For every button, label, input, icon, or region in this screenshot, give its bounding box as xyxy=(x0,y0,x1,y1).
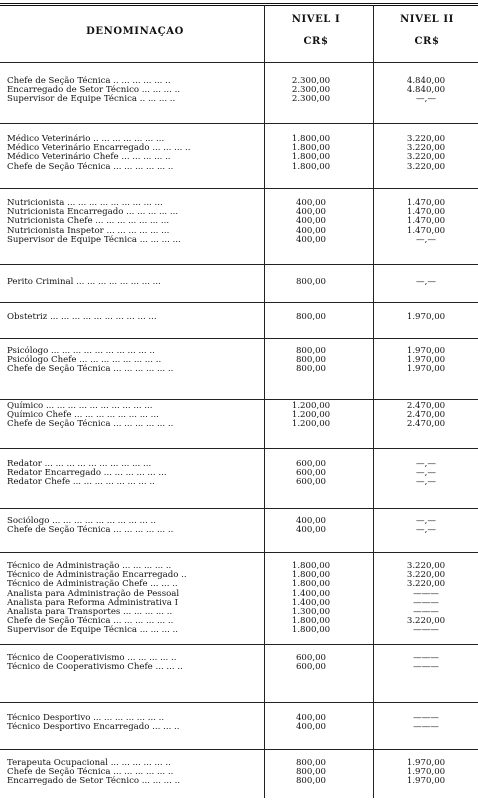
row-nivel-1-value: 600,00 xyxy=(295,653,327,663)
row-nivel-1-value: 800,00 xyxy=(295,776,327,787)
row-denominacao: Nutricionista Encarregado ... ... ... ... ... xyxy=(7,207,179,218)
row-nivel-2-value: ——— xyxy=(413,662,439,673)
row-nivel-1-value: 400,00 xyxy=(295,234,327,245)
header-nivel-2: NIVEL II xyxy=(400,14,454,25)
row-nivel-1-value: 400,00 xyxy=(295,225,327,236)
row-denominacao: Técnico Desportivo Encarregado ... ... .. xyxy=(7,722,180,733)
row-denominacao: Nutricionista Chefe ... ... ... ... ... ... ... xyxy=(7,216,170,227)
row-nivel-2-value: 2.470,00 xyxy=(406,401,446,411)
row-denominacao: Encarregado de Setor Técnico ... ... ... .. xyxy=(7,776,181,787)
row-denominacao: Supervisor de Equipe Técnica ... ... ... ... xyxy=(7,234,181,245)
row-nivel-2-value: 1.970,00 xyxy=(406,758,446,768)
row-nivel-2-value: ——— xyxy=(413,653,439,663)
row-nivel-2-value: ——— xyxy=(413,713,439,723)
row-nivel-2-value: 3.220,00 xyxy=(406,570,446,581)
row-nivel-1-value: 1.800,00 xyxy=(291,134,331,144)
row-nivel-2-value: 3.220,00 xyxy=(406,561,446,571)
row-nivel-2-value: ——— xyxy=(413,597,439,608)
row-nivel-2-value: 1.970,00 xyxy=(406,364,446,375)
row-nivel-2-value: 3.220,00 xyxy=(406,616,446,627)
group-separator xyxy=(0,338,478,339)
row-nivel-2-value: 1.470,00 xyxy=(406,198,446,208)
group-separator xyxy=(0,749,478,750)
row-nivel-2-value: 4.840,00 xyxy=(406,76,446,86)
row-nivel-2-value: 1.970,00 xyxy=(406,312,446,322)
row-denominacao: Técnico de Cooperativismo Chefe ... ... .. xyxy=(7,662,183,673)
row-nivel-1-value: 1.200,00 xyxy=(291,401,331,411)
row-nivel-1-value: 800,00 xyxy=(295,758,327,768)
row-nivel-2-value: 1.970,00 xyxy=(406,776,446,787)
row-nivel-1-value: 600,00 xyxy=(295,477,327,488)
row-denominacao: Médico Veterinário Chefe ... ... ... ... .. xyxy=(7,152,171,163)
row-nivel-1-value: 1.200,00 xyxy=(291,419,331,430)
row-nivel-2-value: —,— xyxy=(416,477,436,488)
row-nivel-1-value: 800,00 xyxy=(295,364,327,375)
group-separator xyxy=(0,552,478,553)
header-currency-2: CR$ xyxy=(414,36,440,47)
row-denominacao: Obstetriz ... ... ... ... ... ... ... ... ... ... xyxy=(7,312,157,322)
top-rule xyxy=(0,3,478,6)
row-nivel-2-value: 1.470,00 xyxy=(406,216,446,227)
row-denominacao: Técnico de Administração ... ... ... ... .. xyxy=(7,561,172,571)
row-nivel-1-value: 400,00 xyxy=(295,525,327,536)
row-denominacao: Terapeuta Ocupacional ... ... ... ... ... .. xyxy=(7,758,171,768)
row-nivel-2-value: 3.220,00 xyxy=(406,152,446,163)
row-nivel-2-value: ——— xyxy=(413,588,439,599)
row-nivel-1-value: 800,00 xyxy=(295,277,327,287)
row-denominacao: Psicólogo ... ... ... ... ... ... ... ... ... .. xyxy=(7,346,155,356)
row-denominacao: Encarregado de Setor Técnico ... ... ... .. xyxy=(7,85,181,96)
row-denominacao: Analista para Administração de Pessoal xyxy=(7,588,180,599)
row-denominacao: Médico Veterinário .. ... ... ... ... ... ... xyxy=(7,134,165,144)
row-denominacao: Redator Chefe ... ... ... ... ... ... ... .. xyxy=(7,477,155,488)
row-nivel-1-value: 2.300,00 xyxy=(291,94,331,105)
group-separator xyxy=(0,62,478,63)
row-nivel-1-value: 400,00 xyxy=(295,216,327,227)
row-nivel-1-value: 1.800,00 xyxy=(291,161,331,172)
header-nivel-1: NIVEL I xyxy=(291,14,341,25)
row-denominacao: Técnico de Cooperativismo ... ... ... ... .. xyxy=(7,653,177,663)
row-nivel-1-value: 1.400,00 xyxy=(291,588,331,599)
row-denominacao: Analista para Transportes ... ... ... ... .. xyxy=(7,607,173,617)
header-currency-1: CR$ xyxy=(303,36,329,47)
row-nivel-2-value: 1.470,00 xyxy=(406,225,446,236)
group-separator xyxy=(0,702,478,703)
row-nivel-1-value: 800,00 xyxy=(295,346,327,356)
row-nivel-1-value: 1.300,00 xyxy=(291,607,331,617)
row-denominacao: Chefe de Seção Técnica ... ... ... ... ... .. xyxy=(7,419,174,430)
row-denominacao: Químico Chefe ... ... ... ... ... ... ... ... xyxy=(7,410,159,421)
row-denominacao: Sociólogo ... ... ... ... ... ... ... ... ... .. xyxy=(7,516,156,526)
row-nivel-2-value: 1.970,00 xyxy=(406,355,446,366)
row-denominacao: Chefe de Seção Técnica ... ... ... ... ... .. xyxy=(7,364,174,375)
row-denominacao: Nutricionista Inspetor ... ... ... ... ... ... xyxy=(7,225,170,236)
row-nivel-1-value: 600,00 xyxy=(295,468,327,479)
row-denominacao: Técnico de Administração Chefe ... ... .. xyxy=(7,579,178,590)
row-nivel-2-value: 3.220,00 xyxy=(406,143,446,154)
row-denominacao: Perito Criminal ... ... ... ... ... ... ... ... xyxy=(7,277,161,287)
row-denominacao: Redator Encarregado ... ... ... ... ... ... xyxy=(7,468,167,479)
row-denominacao: Chefe de Seção Técnica .. ... ... ... ... .. xyxy=(7,76,171,86)
row-nivel-1-value: 400,00 xyxy=(295,516,327,526)
row-nivel-2-value: —,— xyxy=(416,234,436,245)
row-nivel-1-value: 600,00 xyxy=(295,662,327,673)
group-separator xyxy=(0,302,478,303)
row-nivel-2-value: 4.840,00 xyxy=(406,85,446,96)
row-nivel-1-value: 400,00 xyxy=(295,713,327,723)
row-nivel-1-value: 1.800,00 xyxy=(291,143,331,154)
row-denominacao: Químico ... ... ... ... ... ... ... ... ... ... xyxy=(7,401,153,411)
row-denominacao: Técnico de Administração Encarregado .. xyxy=(7,570,187,581)
row-denominacao: Médico Veterinário Encarregado ... ... ... .. xyxy=(7,143,191,154)
row-nivel-1-value: 1.800,00 xyxy=(291,625,331,636)
row-nivel-1-value: 1.800,00 xyxy=(291,616,331,627)
row-nivel-1-value: 400,00 xyxy=(295,207,327,218)
row-nivel-1-value: 1.800,00 xyxy=(291,561,331,571)
row-nivel-2-value: 1.970,00 xyxy=(406,346,446,356)
row-nivel-2-value: 1.970,00 xyxy=(406,767,446,778)
row-nivel-2-value: —,— xyxy=(416,516,436,526)
row-nivel-2-value: —,— xyxy=(416,94,436,105)
row-denominacao: Supervisor de Equipe Técnica .. ... ... .. xyxy=(7,94,176,105)
row-denominacao: Nutricionista ... ... ... ... ... ... ... ... ... xyxy=(7,198,163,208)
group-separator xyxy=(0,264,478,265)
row-nivel-2-value: ——— xyxy=(413,722,439,733)
row-nivel-2-value: —,— xyxy=(416,277,436,287)
row-nivel-2-value: 3.220,00 xyxy=(406,161,446,172)
row-denominacao: Analista para Reforma Administrativa I xyxy=(7,597,178,608)
group-separator xyxy=(0,399,478,400)
row-nivel-1-value: 800,00 xyxy=(295,312,327,322)
row-denominacao: Técnico Desportivo ... ... ... ... ... ... .. xyxy=(7,713,165,723)
row-nivel-2-value: 2.470,00 xyxy=(406,410,446,421)
row-nivel-1-value: 800,00 xyxy=(295,767,327,778)
row-nivel-1-value: 2.300,00 xyxy=(291,85,331,96)
group-separator xyxy=(0,123,478,124)
row-denominacao: Chefe de Seção Técnica ... ... ... ... ... .. xyxy=(7,767,174,778)
row-nivel-1-value: 600,00 xyxy=(295,459,327,469)
row-nivel-2-value: —,— xyxy=(416,468,436,479)
row-nivel-2-value: 3.220,00 xyxy=(406,134,446,144)
row-denominacao: Redator ... ... ... ... ... ... ... ... ... ... xyxy=(7,459,152,469)
group-separator xyxy=(0,508,478,509)
row-denominacao: Chefe de Seção Técnica ... ... ... ... ... .. xyxy=(7,616,174,627)
row-denominacao: Chefe de Seção Técnica ... ... ... ... ... .. xyxy=(7,525,174,536)
group-separator xyxy=(0,644,478,645)
header-denominacao: DENOMINAÇAO xyxy=(86,26,184,37)
row-nivel-1-value: 400,00 xyxy=(295,198,327,208)
row-denominacao: Supervisor de Equipe Técnica ... ... ... .. xyxy=(7,625,178,636)
row-denominacao: Chefe de Seção Técnica ... ... ... ... ... .. xyxy=(7,161,174,172)
group-separator xyxy=(0,448,478,449)
row-nivel-2-value: ——— xyxy=(413,607,439,617)
row-nivel-1-value: 1.800,00 xyxy=(291,570,331,581)
row-nivel-1-value: 1.800,00 xyxy=(291,579,331,590)
row-nivel-1-value: 1.200,00 xyxy=(291,410,331,421)
row-nivel-2-value: 1.470,00 xyxy=(406,207,446,218)
group-separator xyxy=(0,188,478,189)
row-denominacao: Psicólogo Chefe ... ... ... ... ... ... ... .. xyxy=(7,355,162,366)
row-nivel-2-value: —,— xyxy=(416,459,436,469)
row-nivel-1-value: 1.800,00 xyxy=(291,152,331,163)
row-nivel-2-value: 3.220,00 xyxy=(406,579,446,590)
row-nivel-1-value: 400,00 xyxy=(295,722,327,733)
row-nivel-1-value: 1.400,00 xyxy=(291,597,331,608)
row-nivel-1-value: 2.300,00 xyxy=(291,76,331,86)
row-nivel-1-value: 800,00 xyxy=(295,355,327,366)
row-nivel-2-value: ——— xyxy=(413,625,439,636)
row-nivel-2-value: —,— xyxy=(416,525,436,536)
row-nivel-2-value: 2.470,00 xyxy=(406,419,446,430)
